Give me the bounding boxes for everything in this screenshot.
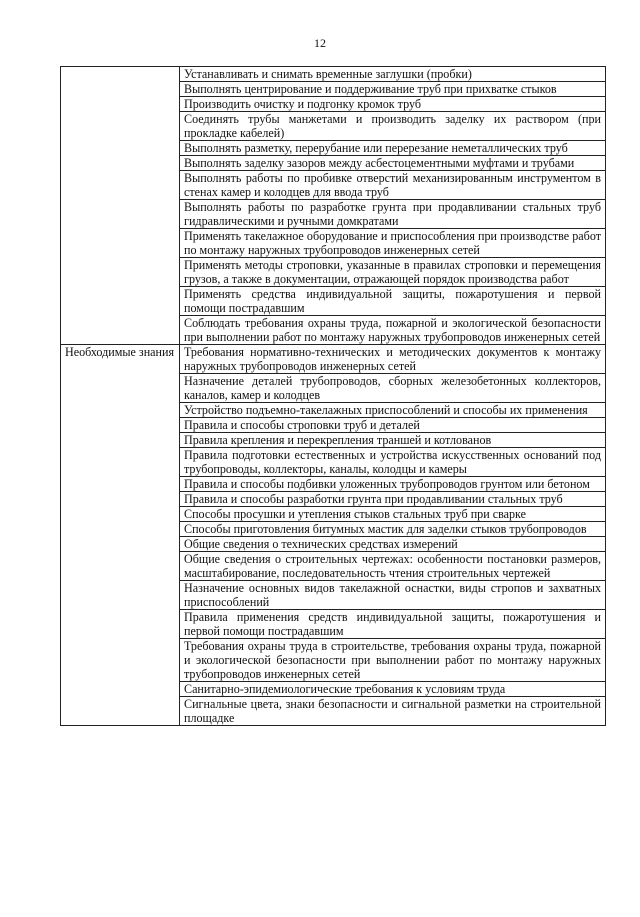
table-cell-item: Правила применения средств индивидуальной защиты, пожаротушения и первой помощи пострадавшим [180, 610, 606, 639]
section-label [61, 67, 180, 345]
table-cell-item: Применять методы строповки, указанные в правилах строповки и перемещения грузов, а также в документации, отражающей порядок производства работ [180, 258, 606, 287]
table-cell-item: Назначение деталей трубопроводов, сборных железобетонных коллекторов, каналов, камер и колодцев [180, 374, 606, 403]
table-cell-item: Производить очистку и подгонку кромок труб [180, 97, 606, 112]
table-cell-item: Сигнальные цвета, знаки безопасности и сигнальной разметки на строительной площадке [180, 697, 606, 726]
table-cell-item: Правила и способы строповки труб и деталей [180, 418, 606, 433]
table-cell-item: Правила и способы разработки грунта при продавливании стальных труб [180, 492, 606, 507]
table-cell-item: Правила и способы подбивки уложенных трубопроводов грунтом или бетоном [180, 477, 606, 492]
requirements-table [60, 66, 606, 726]
table-cell-item: Санитарно-эпидемиологические требования к условиям труда [180, 682, 606, 697]
table-cell-item: Назначение основных видов такелажной оснастки, виды стропов и захватных приспособлений [180, 581, 606, 610]
table-cell-item: Способы приготовления битумных мастик для заделки стыков трубопроводов [180, 522, 606, 537]
table-cell-item: Выполнять работы по разработке грунта при продавливании стальных труб гидравлическими и ручными домкратами [180, 200, 606, 229]
table-cell-item: Выполнять заделку зазоров между асбестоцементными муфтами и трубами [180, 156, 606, 171]
table-cell-item: Применять средства индивидуальной защиты, пожаротушения и первой помощи пострадавшим [180, 287, 606, 316]
table-cell-item: Соблюдать требования охраны труда, пожарной и экологической безопасности при выполнении работ по монтажу наружных трубопроводов инженерных сетей [180, 316, 606, 345]
table-cell-item: Способы просушки и утепления стыков стальных труб при сварке [180, 507, 606, 522]
table-row [61, 345, 606, 374]
table-cell-item: Применять такелажное оборудование и приспособления при производстве работ по монтажу наружных трубопроводов инженерных сетей [180, 229, 606, 258]
table-cell-item: Устройство подъемно-такелажных приспособлений и способы их применения [180, 403, 606, 418]
table-cell-item: Выполнять разметку, перерубание или перерезание неметаллических труб [180, 141, 606, 156]
requirements-table-body [61, 67, 606, 726]
table-cell-item: Выполнять работы по пробивке отверстий механизированным инструментом в стенах камер и колодцев для ввода труб [180, 171, 606, 200]
table-cell-item: Правила подготовки естественных и устройства искусственных оснований под трубопроводы, коллекторы, каналы, колодцы и камеры [180, 448, 606, 477]
table-cell-item: Устанавливать и снимать временные заглушки (пробки) [180, 67, 606, 82]
page-number: 12 [314, 36, 326, 50]
table-cell-item: Правила крепления и перекрепления траншей и котлованов [180, 433, 606, 448]
table-cell-item: Общие сведения о технических средствах измерений [180, 537, 606, 552]
table-row [61, 67, 606, 82]
section-label: Необходимые знания [61, 345, 180, 726]
table-cell-item: Соединять трубы манжетами и производить заделку их раствором (при прокладке кабелей) [180, 112, 606, 141]
table-cell-item: Выполнять центрирование и поддерживание труб при прихватке стыков [180, 82, 606, 97]
table-cell-item: Общие сведения о строительных чертежах: особенности постановки размеров, масштабирование, последовательность чтения строительных чертежей [180, 552, 606, 581]
table-cell-item: Требования охраны труда в строительстве, требования охраны труда, пожарной и экологической безопасности при выполнении работ по монтажу наружных трубопроводов инженерных сетей [180, 639, 606, 682]
table-cell-item: Требования нормативно-технических и методических документов к монтажу наружных трубопроводов инженерных сетей [180, 345, 606, 374]
